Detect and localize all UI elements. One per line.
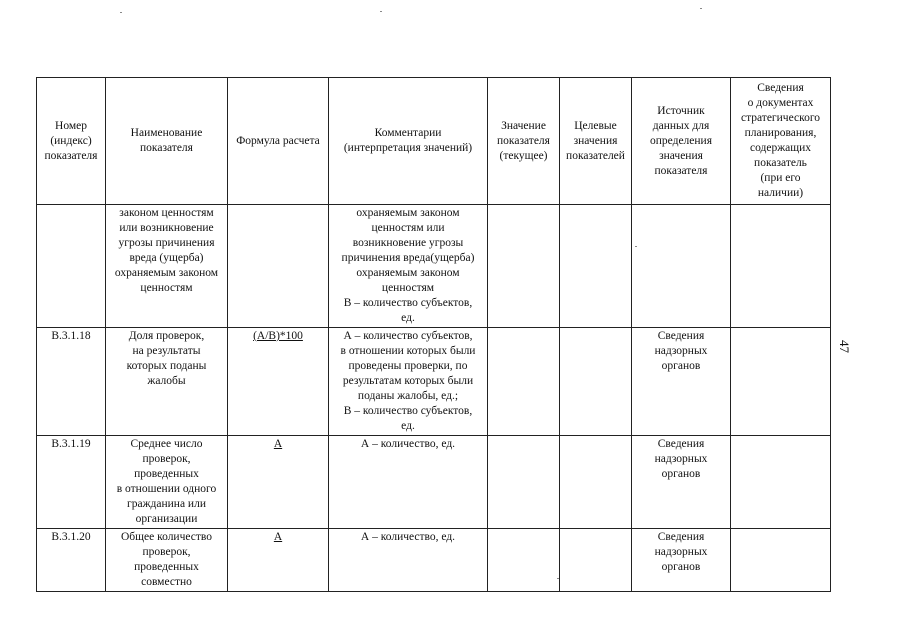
cell-current xyxy=(488,436,560,529)
cell-docs xyxy=(731,205,831,328)
scan-speck xyxy=(700,8,702,9)
table-row xyxy=(37,205,831,328)
header-name: Наименование показателя xyxy=(106,78,228,205)
cell-name: законом ценностям или возникновение угрозы причинения вреда (ущерба) охраняемым законом ценностям xyxy=(106,205,228,328)
cell-target xyxy=(560,529,632,592)
cell-index xyxy=(37,205,106,328)
cell-comment: охраняемым законом ценностям или возникновение угрозы причинения вреда(ущерба) охраняемым законом ценностям В – количество субъектов, ед. xyxy=(329,205,488,328)
cell-formula xyxy=(228,205,329,328)
header-index: Номер (индекс) показателя xyxy=(37,78,106,205)
scan-speck xyxy=(380,11,382,12)
table-row xyxy=(37,436,831,529)
cell-current xyxy=(488,328,560,436)
cell-comment: А – количество субъектов, в отношении которых были проведены проверки, по результатам которых были поданы жалобы, ед.; В – количество субъектов, ед. xyxy=(329,328,488,436)
cell-formula: (А/В)*100 xyxy=(228,328,329,436)
cell-source: Сведения надзорных органов xyxy=(632,529,731,592)
cell-comment: А – количество, ед. xyxy=(329,529,488,592)
page-number: 47 xyxy=(837,340,852,353)
cell-comment: А – количество, ед. xyxy=(329,436,488,529)
header-source: Источник данных для определения значения показателя xyxy=(632,78,731,205)
cell-name: Доля проверок, на результаты которых поданы жалобы xyxy=(106,328,228,436)
header-formula: Формула расчета xyxy=(228,78,329,205)
cell-source: Сведения надзорных органов xyxy=(632,436,731,529)
cell-source xyxy=(632,205,731,328)
cell-docs xyxy=(731,529,831,592)
table-header-row xyxy=(37,78,831,205)
cell-current xyxy=(488,205,560,328)
cell-name: Общее количество проверок, проведенных совместно xyxy=(106,529,228,592)
header-target: Целевые значения показателей xyxy=(560,78,632,205)
indicators-table xyxy=(36,77,831,592)
cell-index: В.3.1.19 xyxy=(37,436,106,529)
header-docs: Сведения о документах стратегического планирования, содержащих показатель (при его наличии) xyxy=(731,78,831,205)
header-current: Значение показателя (текущее) xyxy=(488,78,560,205)
cell-index: В.3.1.18 xyxy=(37,328,106,436)
cell-docs xyxy=(731,328,831,436)
cell-target xyxy=(560,205,632,328)
cell-docs xyxy=(731,436,831,529)
cell-formula: А xyxy=(228,436,329,529)
cell-target xyxy=(560,328,632,436)
cell-formula: А xyxy=(228,529,329,592)
cell-source: Сведения надзорных органов xyxy=(632,328,731,436)
cell-target xyxy=(560,436,632,529)
header-comment: Комментарии (интерпретация значений) xyxy=(329,78,488,205)
table-row xyxy=(37,328,831,436)
cell-current xyxy=(488,529,560,592)
table-row xyxy=(37,529,831,592)
cell-index: В.3.1.20 xyxy=(37,529,106,592)
cell-name: Среднее число проверок, проведенных в отношении одного гражданина или организации xyxy=(106,436,228,529)
scan-speck xyxy=(120,12,122,13)
